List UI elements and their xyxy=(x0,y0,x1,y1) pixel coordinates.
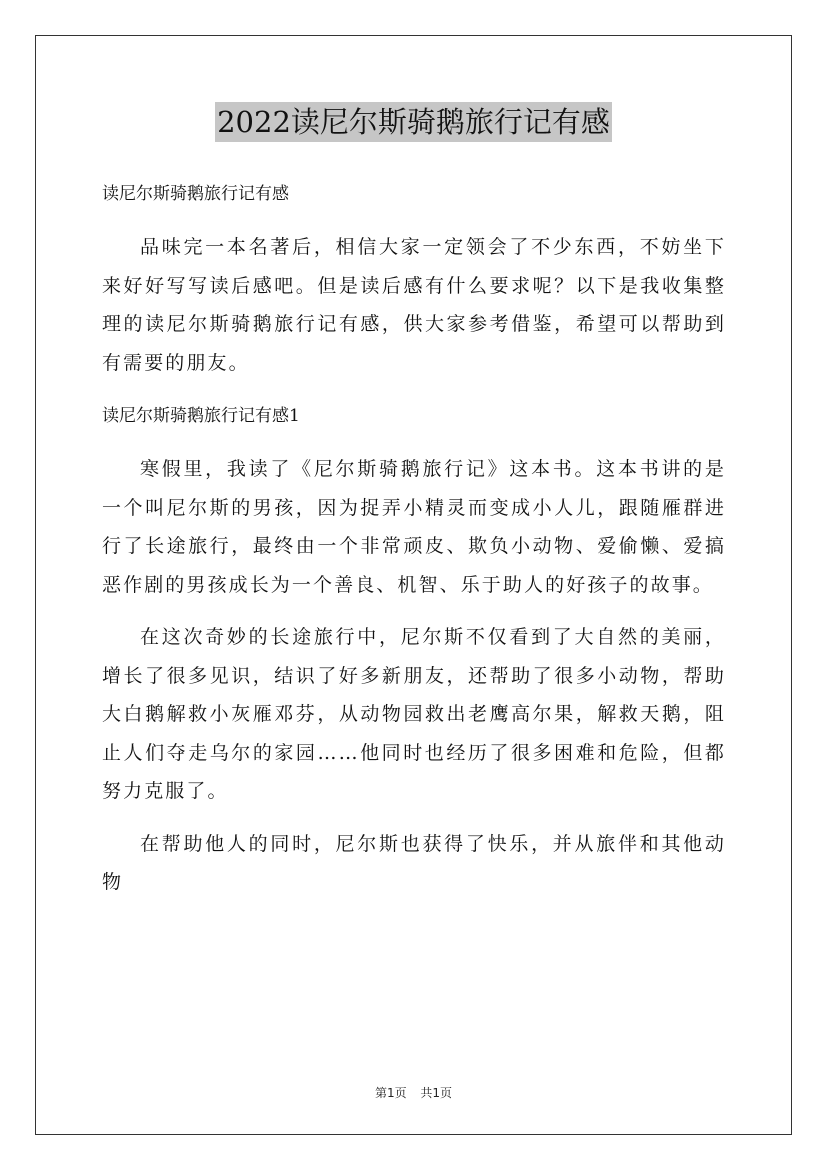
body-paragraph-1: 寒假里，我读了《尼尔斯骑鹅旅行记》这本书。这本书讲的是一个叫尼尔斯的男孩，因为捉弄小精灵而变成小人儿，跟随雁群进行了长途旅行，最终由一个非常顽皮、欺负小动物、爱偷懒、爱搞恶作剧的男孩成长为一个善良、机智、乐于助人的好孩子的故事。 xyxy=(102,458,726,596)
page-number: 第1页 xyxy=(374,1086,407,1100)
document-title xyxy=(0,102,827,142)
section-heading: 读尼尔斯骑鹅旅行记有感1 xyxy=(102,406,300,426)
body-paragraph-2: 在这次奇妙的长途旅行中，尼尔斯不仅看到了大自然的美丽，增长了很多见识，结识了好多新朋友，还帮助了很多小动物，帮助大白鹅解救小灰雁邓芬，从动物园救出老鹰高尔果，解救天鹅，阻止人们夺走乌尔的家园……他同时也经历了很多困难和危险，但都努力克服了。 xyxy=(102,626,726,802)
intro-paragraph: 品味完一本名著后，相信大家一定领会了不少东西，不妨坐下来好好写写读后感吧。但是读后感有什么要求呢？以下是我收集整理的读尼尔斯骑鹅旅行记有感，供大家参考借鉴，希望可以帮助到有需要的朋友。 xyxy=(102,236,726,374)
document-title-text: 2022读尼尔斯骑鹅旅行记有感 xyxy=(215,102,612,142)
document-body xyxy=(102,174,726,916)
page-total: 共1页 xyxy=(420,1086,453,1100)
body-paragraph-3: 在帮助他人的同时，尼尔斯也获得了快乐，并从旅伴和其他动物 xyxy=(102,832,726,893)
subtitle-heading: 读尼尔斯骑鹅旅行记有感 xyxy=(102,184,289,204)
page-footer xyxy=(0,1084,827,1101)
